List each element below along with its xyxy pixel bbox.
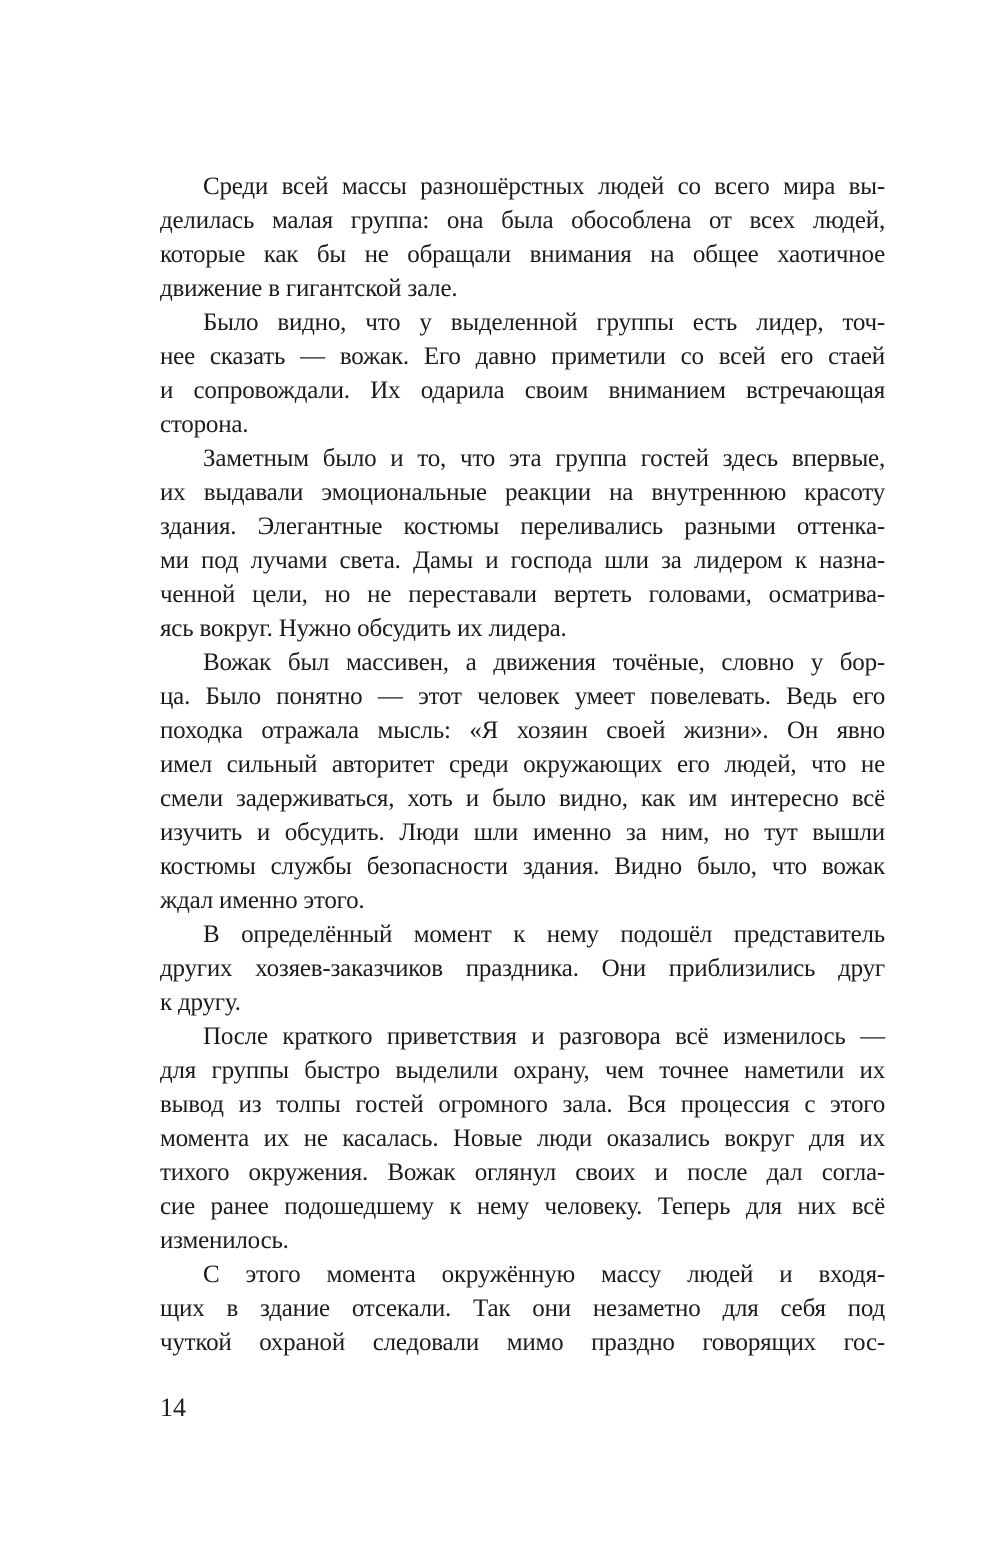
paragraph	[160, 442, 885, 646]
text-line: ца. Было понятно — этот человек умеет повелевать. Ведь его	[160, 683, 885, 710]
page-number: 14	[160, 1393, 186, 1422]
text-line: чуткой охраной следовали мимо праздно говорящих гос-	[160, 1329, 885, 1356]
paragraph	[160, 170, 885, 306]
text-line: сторона.	[160, 411, 249, 438]
paragraph	[160, 1020, 885, 1258]
text-line: имел сильный авторитет среди окружающих его людей, что не	[160, 751, 885, 778]
paragraph	[160, 646, 885, 918]
text-line: нее сказать — вожак. Его давно приметили со всей его стаей	[160, 343, 885, 370]
text-line: смели задерживаться, хоть и было видно, как им интересно всё	[160, 785, 885, 812]
text-line: которые как бы не обращали внимания на общее хаотичное	[160, 241, 885, 268]
text-line: ждал именно этого.	[160, 887, 365, 914]
text-line: походка отражала мысль: «Я хозяин своей жизни». Он явно	[160, 717, 885, 744]
text-line: их выдавали эмоциональные реакции на внутреннюю красоту	[160, 479, 885, 506]
text-line: Заметным было и то, что эта группа гостей здесь впервые,	[203, 445, 885, 472]
text-line: к другу.	[160, 989, 241, 1016]
text-line: здания. Элегантные костюмы переливались разными оттенка-	[160, 513, 885, 540]
text-line: вывод из толпы гостей огромного зала. Вся процессия с этого	[160, 1091, 885, 1118]
text-line: делилась малая группа: она была обособлена от всех людей,	[160, 207, 885, 234]
text-line: момента их не касалась. Новые люди оказались вокруг для их	[160, 1125, 885, 1152]
text-line: ясь вокруг. Нужно обсудить их лидера.	[160, 615, 567, 642]
text-line: ченной цели, но не переставали вертеть головами, осматрива-	[160, 581, 885, 608]
text-line: других хозяев-заказчиков праздника. Они приблизились друг	[160, 955, 885, 982]
paragraph	[160, 918, 885, 1020]
text-line: сие ранее подошедшему к нему человеку. Теперь для них всё	[160, 1193, 885, 1220]
paragraph	[160, 306, 885, 442]
text-line: С этого момента окружённую массу людей и входя-	[203, 1261, 885, 1288]
text-line: и сопровождали. Их одарила своим вниманием встречающая	[160, 377, 885, 404]
text-line: Было видно, что у выделенной группы есть лидер, точ-	[203, 309, 885, 336]
text-line: костюмы службы безопасности здания. Видно было, что вожак	[160, 853, 885, 880]
text-line: После краткого приветствия и разговора всё изменилось —	[203, 1023, 885, 1050]
text-line: тихого окружения. Вожак оглянул своих и после дал согла-	[160, 1159, 885, 1186]
text-line: Среди всей массы разношёрстных людей со всего мира вы-	[203, 173, 885, 200]
text-line: для группы быстро выделили охрану, чем точнее наметили их	[160, 1057, 885, 1084]
paragraph	[160, 1258, 885, 1360]
text-line: движение в гигантской зале.	[160, 275, 458, 302]
text-line: Вожак был массивен, а движения точёные, словно у бор-	[203, 649, 885, 676]
text-line: В определённый момент к нему подошёл представитель	[203, 921, 885, 948]
text-line: ми под лучами света. Дамы и господа шли за лидером к назна-	[160, 547, 885, 574]
text-block	[160, 170, 885, 1360]
text-line: изменилось.	[160, 1227, 289, 1254]
text-line: изучить и обсудить. Люди шли именно за ним, но тут вышли	[160, 819, 885, 846]
text-line: щих в здание отсекали. Так они незаметно для себя под	[160, 1295, 885, 1322]
